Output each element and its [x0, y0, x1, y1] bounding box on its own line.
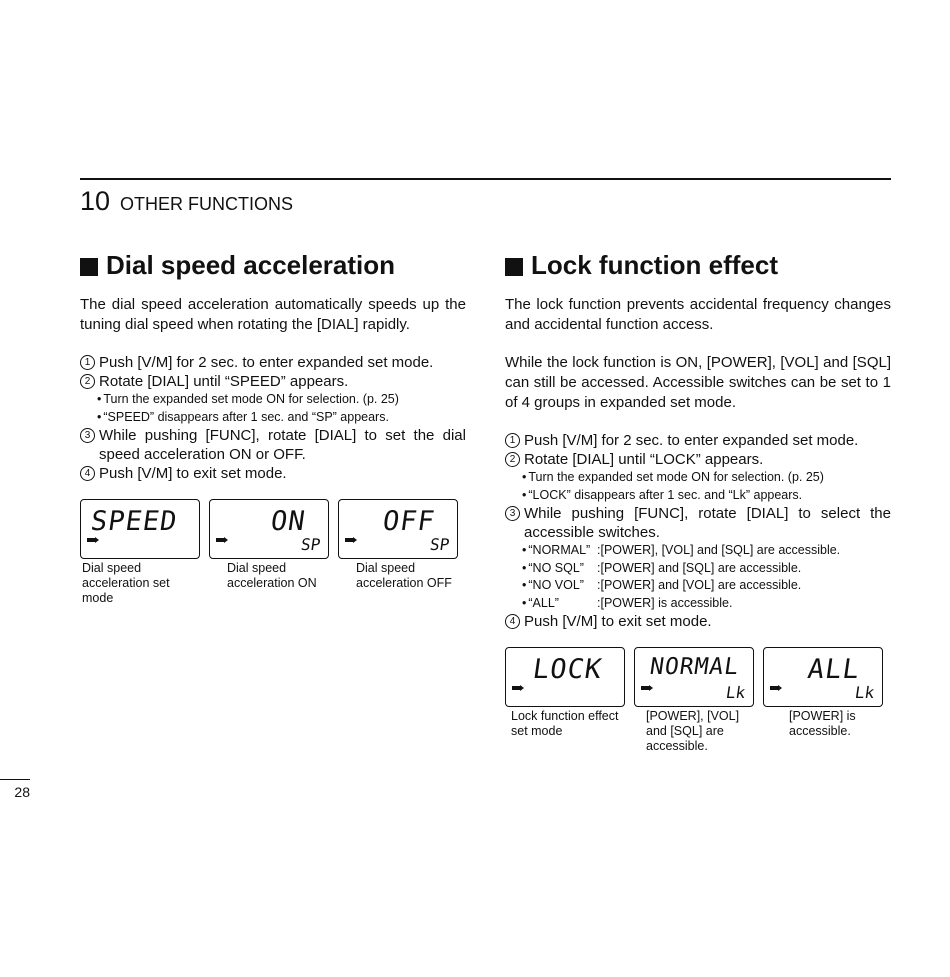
- lcd-display: [209, 499, 329, 559]
- option-value: :[POWER], [VOL] and [SQL] are accessible.: [597, 543, 841, 557]
- arrow-indicator-icon: [345, 538, 357, 542]
- option-value: :[POWER] and [VOL] are accessible.: [597, 578, 802, 592]
- option-value: :[POWER] and [SQL] are accessible.: [597, 560, 802, 575]
- lcd-caption: Dial speed acceleration OFF: [356, 561, 452, 590]
- lcd-main-text: LOCK: [530, 654, 605, 685]
- arrow-indicator-icon: [216, 538, 228, 542]
- lcd-caption-row: [505, 709, 891, 754]
- step: [80, 372, 466, 391]
- option-row: [505, 560, 891, 578]
- arrow-indicator-icon: [87, 538, 99, 542]
- step-number-icon: 2: [80, 374, 95, 389]
- arrow-indicator-icon: [770, 686, 782, 690]
- step: [80, 426, 466, 464]
- step: [80, 464, 466, 483]
- lcd-caption: [POWER] is accessible.: [789, 709, 856, 738]
- step: [505, 431, 891, 450]
- step: [80, 353, 466, 372]
- step-text: While pushing [FUNC], rotate [DIAL] to set the dial speed acceleration ON or OFF.: [99, 427, 466, 463]
- option-row: [505, 542, 891, 560]
- step-note: • “LOCK” disappears after 1 sec. and “Lk” appears.: [505, 487, 891, 505]
- step-number-icon: 1: [80, 355, 95, 370]
- step: [505, 504, 891, 542]
- option-key: • “ALL”: [522, 595, 597, 613]
- intro-paragraph: While the lock function is ON, [POWER], [VOL] and [SQL] can still be accessed. Accessible switches can be set to 1 of 4 groups in expanded set mode.: [505, 354, 891, 411]
- step-note: • “SPEED” disappears after 1 sec. and “SP” appears.: [80, 409, 466, 427]
- lcd-display: [80, 499, 200, 559]
- lcd-display: [338, 499, 458, 559]
- lcd-caption-row: [80, 561, 466, 606]
- option-row: [505, 577, 891, 595]
- option-value: :[POWER] is accessible.: [597, 595, 733, 610]
- step-text: Push [V/M] for 2 sec. to enter expanded set mode.: [524, 432, 859, 449]
- lcd-display: [634, 647, 754, 707]
- chapter-header: [80, 186, 293, 217]
- heading-text: Lock function effect: [531, 250, 779, 280]
- arrow-indicator-icon: [512, 686, 524, 690]
- dial-speed-section: [80, 250, 466, 606]
- chapter-title: OTHER FUNCTIONS: [120, 194, 294, 214]
- lcd-display: [763, 647, 883, 707]
- step-number-icon: 1: [505, 433, 520, 448]
- step-number-icon: 4: [505, 614, 520, 629]
- lcd-main-text: NORMAL: [648, 654, 741, 680]
- step-number-icon: 4: [80, 466, 95, 481]
- lcd-sub-text: Lk: [724, 683, 747, 702]
- lcd-caption: Dial speed acceleration set mode: [82, 561, 170, 605]
- lcd-main-text: ON: [269, 506, 309, 537]
- lcd-sub-text: Lk: [853, 683, 876, 702]
- lcd-sub-text: SP: [428, 535, 451, 554]
- option-key: • “NO SQL”: [522, 560, 597, 578]
- step-text: Rotate [DIAL] until “LOCK” appears.: [524, 451, 764, 468]
- step-number-icon: 3: [80, 428, 95, 443]
- lcd-main-text: SPEED: [88, 506, 180, 537]
- lcd-display-row: [505, 647, 891, 707]
- step-number-icon: 3: [505, 506, 520, 521]
- intro-paragraph: The dial speed acceleration automatically speeds up the tuning dial speed when rotating the [DIAL] rapidly.: [80, 296, 466, 333]
- step-note: • Turn the expanded set mode ON for selection. (p. 25): [505, 469, 891, 487]
- arrow-indicator-icon: [641, 686, 653, 690]
- step-text: While pushing [FUNC], rotate [DIAL] to select the accessible switches.: [524, 505, 891, 541]
- heading-text: Dial speed acceleration: [106, 250, 396, 280]
- lcd-main-text: ALL: [806, 654, 863, 685]
- header-rule: [80, 178, 891, 180]
- lcd-display: [505, 647, 625, 707]
- chapter-number: 10: [80, 186, 111, 216]
- lcd-sub-text: SP: [299, 535, 322, 554]
- step-text: Push [V/M] for 2 sec. to enter expanded set mode.: [99, 354, 434, 371]
- section-heading: [80, 250, 466, 281]
- square-bullet-icon: [80, 258, 98, 276]
- lcd-caption: [POWER], [VOL] and [SQL] are accessible.: [646, 709, 740, 753]
- step: [505, 612, 891, 631]
- lcd-caption: Lock function effect set mode: [511, 709, 619, 738]
- step-number-icon: 2: [505, 452, 520, 467]
- lock-function-section: [505, 250, 891, 754]
- step-text: Rotate [DIAL] until “SPEED” appears.: [99, 373, 349, 390]
- section-heading: [505, 250, 891, 281]
- lcd-caption: Dial speed acceleration ON: [227, 561, 317, 590]
- lcd-display-row: [80, 499, 466, 559]
- option-key: • “NORMAL”: [522, 542, 597, 560]
- step-text: Push [V/M] to exit set mode.: [524, 613, 712, 630]
- step: [505, 450, 891, 469]
- step-text: Push [V/M] to exit set mode.: [99, 465, 287, 482]
- square-bullet-icon: [505, 258, 523, 276]
- lcd-main-text: OFF: [381, 506, 438, 537]
- step-note: • Turn the expanded set mode ON for selection. (p. 25): [80, 391, 466, 409]
- page-number: 28: [0, 779, 30, 800]
- option-key: • “NO VOL”: [522, 577, 597, 595]
- intro-paragraph: The lock function prevents accidental frequency changes and accidental function access.: [505, 296, 891, 333]
- option-row: [505, 595, 891, 613]
